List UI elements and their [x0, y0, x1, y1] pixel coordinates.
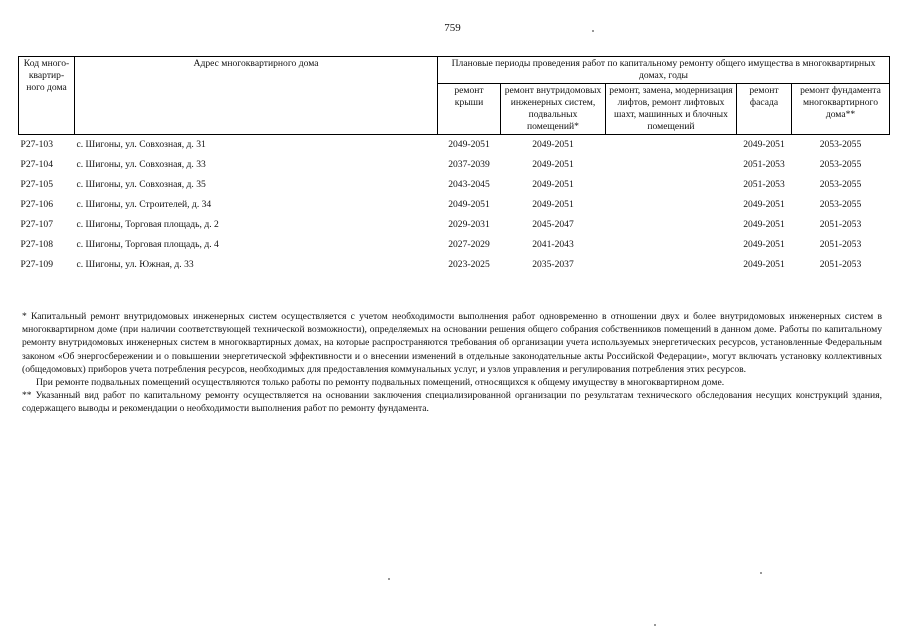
- footnote-basement: При ремонте подвальных помещений осуществляются только работы по ремонту подвальных помещений, относящихся к общему имуществу в многоквартирном доме.: [36, 377, 725, 389]
- cell-facade: 2051-2053: [743, 179, 785, 190]
- footnotes: [22, 310, 882, 416]
- cell-elevators: [606, 235, 737, 255]
- table-row: [19, 255, 890, 275]
- cell-foundation: 2051-2053: [819, 219, 862, 230]
- cell-engineering: 2049-2051: [532, 139, 574, 150]
- page-number: 759: [444, 22, 461, 34]
- cell-foundation: 2053-2055: [819, 159, 862, 170]
- cell-address: с. Шигоны, ул. Строителей, д. 34: [76, 199, 212, 210]
- cell-code: Р27-107: [20, 219, 54, 230]
- cell-address: с. Шигоны, ул. Совхозная, д. 35: [76, 179, 206, 190]
- cell-code: Р27-109: [20, 259, 54, 270]
- header-code: Код много-квартир-ного дома: [19, 57, 75, 135]
- scan-speck: [760, 572, 762, 574]
- cell-engineering: 2045-2047: [532, 219, 574, 230]
- cell-engineering: 2049-2051: [532, 199, 574, 210]
- cell-address: с. Шигоны, ул. Совхозная, д. 33: [76, 159, 206, 170]
- cell-facade: 2049-2051: [743, 239, 785, 250]
- cell-engineering: 2041-2043: [532, 239, 574, 250]
- cell-facade: 2049-2051: [743, 259, 785, 270]
- header-periods: Плановые периоды проведения работ по капитальному ремонту общего имущества в многоквартирных домах, годы: [438, 57, 890, 84]
- scan-speck: [388, 578, 390, 580]
- table-row: [19, 155, 890, 175]
- cell-roof: 2043-2045: [448, 179, 490, 190]
- cell-foundation: 2051-2053: [819, 239, 862, 250]
- cell-roof: 2037-2039: [448, 159, 490, 170]
- table-row: [19, 235, 890, 255]
- cell-code: Р27-106: [20, 199, 54, 210]
- cell-foundation: 2053-2055: [819, 139, 862, 150]
- table-row: [19, 135, 890, 156]
- cell-foundation: 2053-2055: [819, 179, 862, 190]
- cell-facade: 2049-2051: [743, 199, 785, 210]
- scan-speck: [592, 30, 594, 32]
- cell-roof: 2027-2029: [448, 239, 490, 250]
- cell-address: с. Шигоны, ул. Совхозная, д. 31: [76, 139, 206, 150]
- cell-foundation: 2051-2053: [819, 259, 862, 270]
- cell-elevators: [606, 135, 737, 156]
- cell-roof: 2049-2051: [448, 199, 490, 210]
- footnote-foundation: ** Указанный вид работ по капитальному ремонту осуществляется на основании заключения специализированной организации по результатам технического обследования несущих конструкций здания, содержащего выводы и рекомендации о необходимости выполнения работ по ремонту фундамента.: [22, 390, 882, 415]
- header-address: Адрес многоквартирного дома: [75, 57, 438, 135]
- header-roof: ремонт крыши: [438, 84, 501, 135]
- cell-facade: 2049-2051: [743, 219, 785, 230]
- cell-elevators: [606, 255, 737, 275]
- cell-code: Р27-104: [20, 159, 54, 170]
- cell-facade: 2051-2053: [743, 159, 785, 170]
- header-elevators: ремонт, замена, модернизация лифтов, ремонт лифтовых шахт, машинных и блочных помещений: [606, 84, 737, 135]
- cell-foundation: 2053-2055: [819, 199, 862, 210]
- cell-roof: 2029-2031: [448, 219, 490, 230]
- cell-facade: 2049-2051: [743, 139, 785, 150]
- header-foundation: ремонт фундамента многоквартирного дома**: [792, 84, 890, 135]
- cell-engineering: 2049-2051: [532, 179, 574, 190]
- cell-code: Р27-105: [20, 179, 54, 190]
- cell-roof: 2049-2051: [448, 139, 490, 150]
- header-engineering: ремонт внутридомовых инженерных систем, подвальных помещений*: [501, 84, 606, 135]
- cell-code: Р27-103: [20, 139, 54, 150]
- cell-engineering: 2035-2037: [532, 259, 574, 270]
- cell-address: с. Шигоны, ул. Южная, д. 33: [76, 259, 194, 270]
- cell-code: Р27-108: [20, 239, 54, 250]
- table-row: [19, 195, 890, 215]
- cell-engineering: 2049-2051: [532, 159, 574, 170]
- footnote-engineering: * Капитальный ремонт внутридомовых инженерных систем осуществляется с учетом необходимости выполнения работ одновременно в отношении двух и более внутридомовых инженерных систем в многоквартирном доме (при наличии соответствующей технической возможности), определяемых на основании решения общего собрания собственников помещений в данном доме. Работы по капитальному ремонту внутридомовых инженерных систем в многоквартирных домах, на которые распространяются требования об организации учета используемых энергетических ресурсов, установленные Федеральным законом «Об энергосбережении и о повышении энергетической эффективности и о внесении изменений в отдельные законодательные акты Российской Федерации», могут включать установку коллективных (общедомовых) приборов учета потребления ресурсов, необходимых для предоставления коммунальных услуг, и узлов управления и регулирования потребления этих ресурсов.: [22, 311, 882, 375]
- table-row: [19, 215, 890, 235]
- table-row: [19, 175, 890, 195]
- header-facade: ремонт фасада: [737, 84, 792, 135]
- cell-elevators: [606, 175, 737, 195]
- cell-roof: 2023-2025: [448, 259, 490, 270]
- scan-speck: [654, 624, 656, 626]
- cell-address: с. Шигоны, Торговая площадь, д. 4: [76, 239, 219, 250]
- repair-schedule-table: [18, 56, 890, 275]
- cell-elevators: [606, 215, 737, 235]
- cell-elevators: [606, 155, 737, 175]
- cell-address: с. Шигоны, Торговая площадь, д. 2: [76, 219, 219, 230]
- cell-elevators: [606, 195, 737, 215]
